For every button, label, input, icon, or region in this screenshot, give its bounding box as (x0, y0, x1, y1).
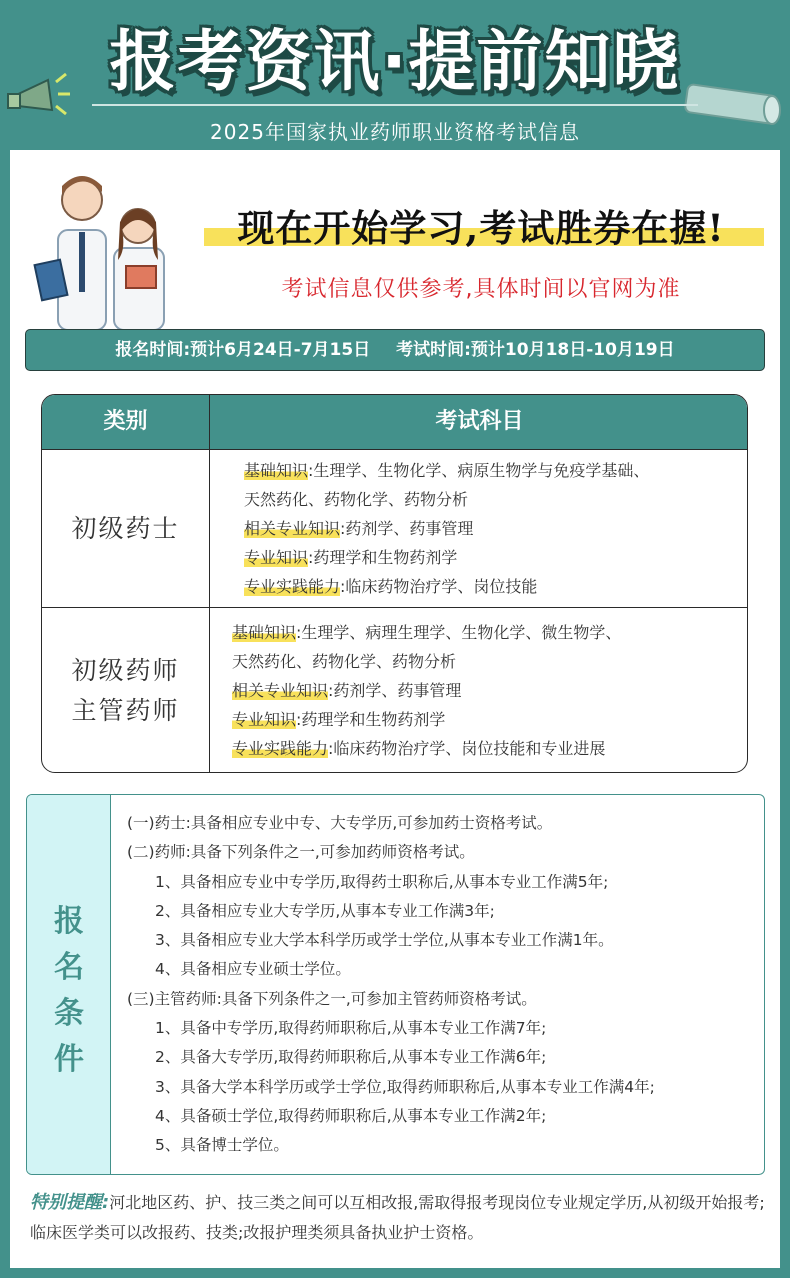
list-item: 4、具备相应专业硕士学位。 (155, 960, 351, 979)
list-item: 4、具备硕士学位,取得药师职称后,从事本专业工作满2年; (155, 1106, 547, 1125)
row-category: 初级药师 主管药师 (42, 608, 210, 773)
registration-time: 报名时间:预计6月24日-7月15日 (115, 340, 371, 360)
subject-line: 天然药化、药物化学、药物分析 (244, 490, 469, 509)
list-item: 5、具备博士学位。 (155, 1136, 289, 1155)
list-item: (一)药士:具备相应专业中专、大专学历,可参加药士资格考试。 (127, 814, 553, 832)
subject-line: 专业实践能力:临床药物治疗学、岗位技能 (244, 577, 538, 596)
subject-line: 基础知识:生理学、生物化学、病原生物学与免疫学基础、 (244, 461, 650, 480)
special-reminder (30, 1188, 775, 1248)
subject-line: 相关专业知识:药剂学、药事管理 (244, 519, 474, 538)
conditions-label-panel (27, 795, 111, 1174)
table-row (42, 449, 748, 607)
reminder-text: 河北地区药、护、技三类之间可以互相改报,需取得报考现岗位专业规定学历,从初级开始报考;临床医学类可以改报药、技类;改报护理类须具备执业护士资格。 (30, 1193, 765, 1242)
exam-time: 考试时间:预计10月18日-10月19日 (396, 340, 675, 360)
list-item: 1、具备相应专业中专学历,取得药士职称后,从事本专业工作满5年; (155, 872, 609, 891)
list-item: 2、具备大专学历,取得药师职称后,从事本专业工作满6年; (155, 1048, 547, 1067)
list-item: (三)主管药师:具备下列条件之一,可参加主管药师资格考试。 (127, 989, 537, 1008)
header-divider (92, 104, 698, 106)
list-item: 3、具备相应专业大学本科学历或学士学位,从事本专业工作满1年。 (155, 931, 614, 950)
conditions-label: 报 名 条 件 (54, 904, 84, 1077)
list-item: (二)药师:具备下列条件之一,可参加药师资格考试。 (127, 843, 475, 862)
disclaimer-note: 考试信息仅供参考,具体时间以官网为准 (281, 277, 681, 302)
row-subjects (232, 618, 621, 763)
subjects-table (41, 394, 748, 773)
subject-line: 天然药化、药物化学、药物分析 (232, 652, 457, 671)
table-row (42, 607, 748, 773)
registration-conditions (26, 794, 765, 1175)
schedule-bar (25, 329, 765, 371)
subject-line: 相关专业知识:药剂学、药事管理 (232, 681, 462, 700)
page-subtitle: 2025年国家执业药师职业资格考试信息 (210, 120, 580, 144)
table-header (42, 395, 748, 449)
doctors-illustration (30, 170, 180, 330)
slogan: 现在开始学习,考试胜券在握! (237, 206, 725, 250)
conditions-list (127, 809, 655, 1161)
subject-line: 基础知识:生理学、病理生理学、生物化学、微生物学、 (232, 623, 622, 642)
row-subjects (244, 456, 649, 601)
subject-line: 专业知识:药理学和生物药剂学 (244, 548, 458, 567)
list-item: 2、具备相应专业大专学历,从事本专业工作满3年; (155, 901, 495, 920)
subject-line: 专业知识:药理学和生物药剂学 (232, 710, 446, 729)
list-item: 3、具备大学本科学历或学士学位,取得药师职称后,从事本专业工作满4年; (155, 1077, 655, 1096)
subject-line: 专业实践能力:临床药物治疗学、岗位技能和专业进展 (232, 739, 606, 758)
reminder-lead: 特别提醒: (30, 1192, 110, 1213)
header-category: 类别 (42, 395, 210, 449)
slogan-block (196, 198, 766, 254)
page-title: 报考资讯·提前知晓 (109, 23, 681, 100)
list-item: 1、具备中专学历,取得药师职称后,从事本专业工作满7年; (155, 1019, 547, 1038)
row-category: 初级药士 (42, 450, 210, 607)
header-subjects: 考试科目 (435, 409, 524, 434)
header (0, 0, 790, 150)
